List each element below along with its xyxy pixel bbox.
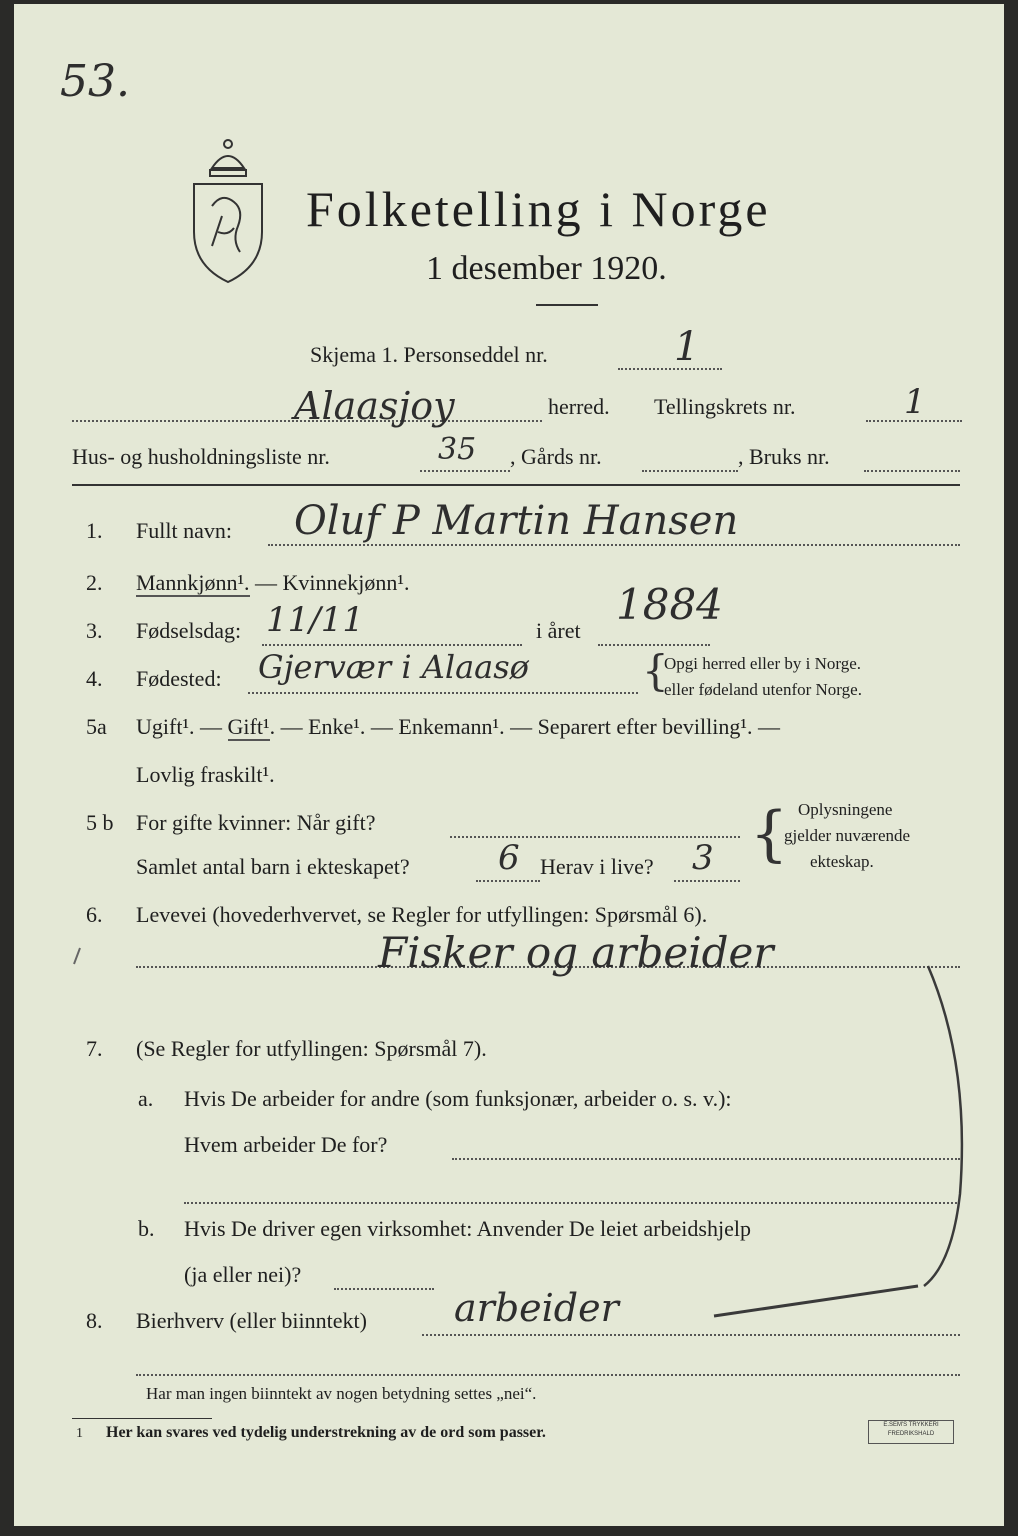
q3-year-label: i året — [536, 618, 581, 643]
q3-year-value: 1884 — [616, 580, 723, 629]
q7b-letter: b. — [138, 1216, 155, 1241]
gards-label: , Gårds nr. — [510, 444, 602, 469]
q5a-line2: Lovlig fraskilt¹. — [136, 762, 275, 787]
q5b-number: 5 b — [86, 810, 114, 835]
q7b-line1: Hvis De driver egen virksomhet: Anvender De leiet arbeidshjelp — [184, 1216, 751, 1241]
printer-stamp — [868, 1420, 954, 1444]
margin-note: 53. — [60, 56, 130, 107]
q5a-other-options: . — Enke¹. — Enkemann¹. — Separert efter bevilling¹. — — [269, 714, 780, 739]
footnote-divider — [72, 1418, 212, 1419]
q4-note-brace: { — [642, 646, 669, 695]
q4-number: 4. — [86, 666, 103, 691]
tellingskrets-label: Tellingskrets nr. — [654, 394, 796, 419]
q7b-line2: (ja eller nei)? — [184, 1262, 302, 1287]
q5b-alive-value: 3 — [692, 838, 714, 878]
census-date-prefix: 1 desember — [426, 250, 582, 287]
q2-female-option: Kvinnekjønn¹. — [282, 570, 410, 595]
q7a-letter: a. — [138, 1086, 154, 1111]
q7a-line2: Hvem arbeider De for? — [184, 1132, 388, 1157]
q3-value: 11/11 — [266, 600, 364, 640]
footnote-text: Her kan svares ved tydelig understrekning av de ord som passer. — [106, 1424, 546, 1441]
printer-stamp-line1: E.SEM'S TRYKKERI — [883, 1422, 939, 1428]
herred-label: herred. — [548, 394, 610, 419]
bruks-label: , Bruks nr. — [738, 444, 830, 469]
skjema-label: Skjema 1. Personseddel nr. — [310, 342, 548, 367]
q8-value: arbeider — [454, 1286, 619, 1330]
q4-label: Fødested: — [136, 666, 222, 691]
q5b-note-line1: Oplysningene — [798, 800, 893, 819]
skjema-value: 1 — [674, 324, 700, 370]
q1-number: 1. — [86, 518, 103, 543]
q5b-note-line3: ekteskap. — [810, 852, 874, 871]
q8-number: 8. — [86, 1308, 103, 1333]
pen-stroke-marks — [14, 4, 1004, 1526]
q5a-unmarried: Ugift¹. — — [136, 714, 228, 739]
q7-number: 7. — [86, 1036, 103, 1061]
q4-value: Gjervær i Alaasø — [258, 648, 529, 686]
printer-stamp-line2: FREDRIKSHALD — [887, 1431, 935, 1437]
q5b-note-line2: gjelder nuværende — [784, 826, 911, 845]
hus-value: 35 — [438, 432, 477, 467]
tellingskrets-value: 1 — [904, 382, 926, 422]
q5b-children-value: 6 — [498, 838, 520, 878]
q6-value: Fisker og arbeider — [378, 928, 774, 977]
q7-label: (Se Regler for utfyllingen: Spørsmål 7). — [136, 1036, 487, 1061]
q6-label: Levevei (hovederhvervet, se Regler for utfyllingen: Spørsmål 6). — [136, 902, 708, 927]
hus-label: Hus- og husholdningsliste nr. — [72, 444, 330, 469]
q3-number: 3. — [86, 618, 103, 643]
q5b-note-brace: { — [750, 799, 789, 869]
footnote-mark: 1 — [76, 1426, 83, 1441]
q7a-line1: Hvis De arbeider for andre (som funksjonær, arbeider o. s. v.): — [184, 1086, 732, 1111]
q5b-married-label: For gifte kvinner: Når gift? — [136, 810, 376, 835]
q1-label: Fullt navn: — [136, 518, 232, 543]
q5b-children-label: Samlet antal barn i ekteskapet? — [136, 854, 410, 879]
q5b-alive-label: Herav i live? — [540, 854, 654, 879]
q2-number: 2. — [86, 570, 103, 595]
q4-note-line2: eller fødeland utenfor Norge. — [664, 680, 862, 699]
q2-male-option: Mannkjønn¹. — [136, 570, 250, 595]
q4-note-line1: Opgi herred eller by i Norge. — [664, 654, 862, 673]
q8-label: Bierhverv (eller biinntekt) — [136, 1308, 367, 1333]
q3-label: Fødselsdag: — [136, 618, 242, 643]
q5a-married: Gift¹ — [227, 714, 270, 739]
q2-separator: — — [249, 570, 283, 595]
q6-number: 6. — [86, 902, 103, 927]
herred-value: Alaasjoy — [294, 384, 455, 428]
census-date-year: 1920. — [590, 250, 667, 287]
q1-value: Oluf P Martin Hansen — [294, 498, 739, 544]
q5a-number: 5a — [86, 714, 107, 739]
form-title: Folketelling i Norge — [306, 181, 771, 237]
census-form-page — [14, 4, 1004, 1526]
biinntekt-note: Har man ingen biinntekt av nogen betydning settes „nei“. — [146, 1384, 537, 1403]
